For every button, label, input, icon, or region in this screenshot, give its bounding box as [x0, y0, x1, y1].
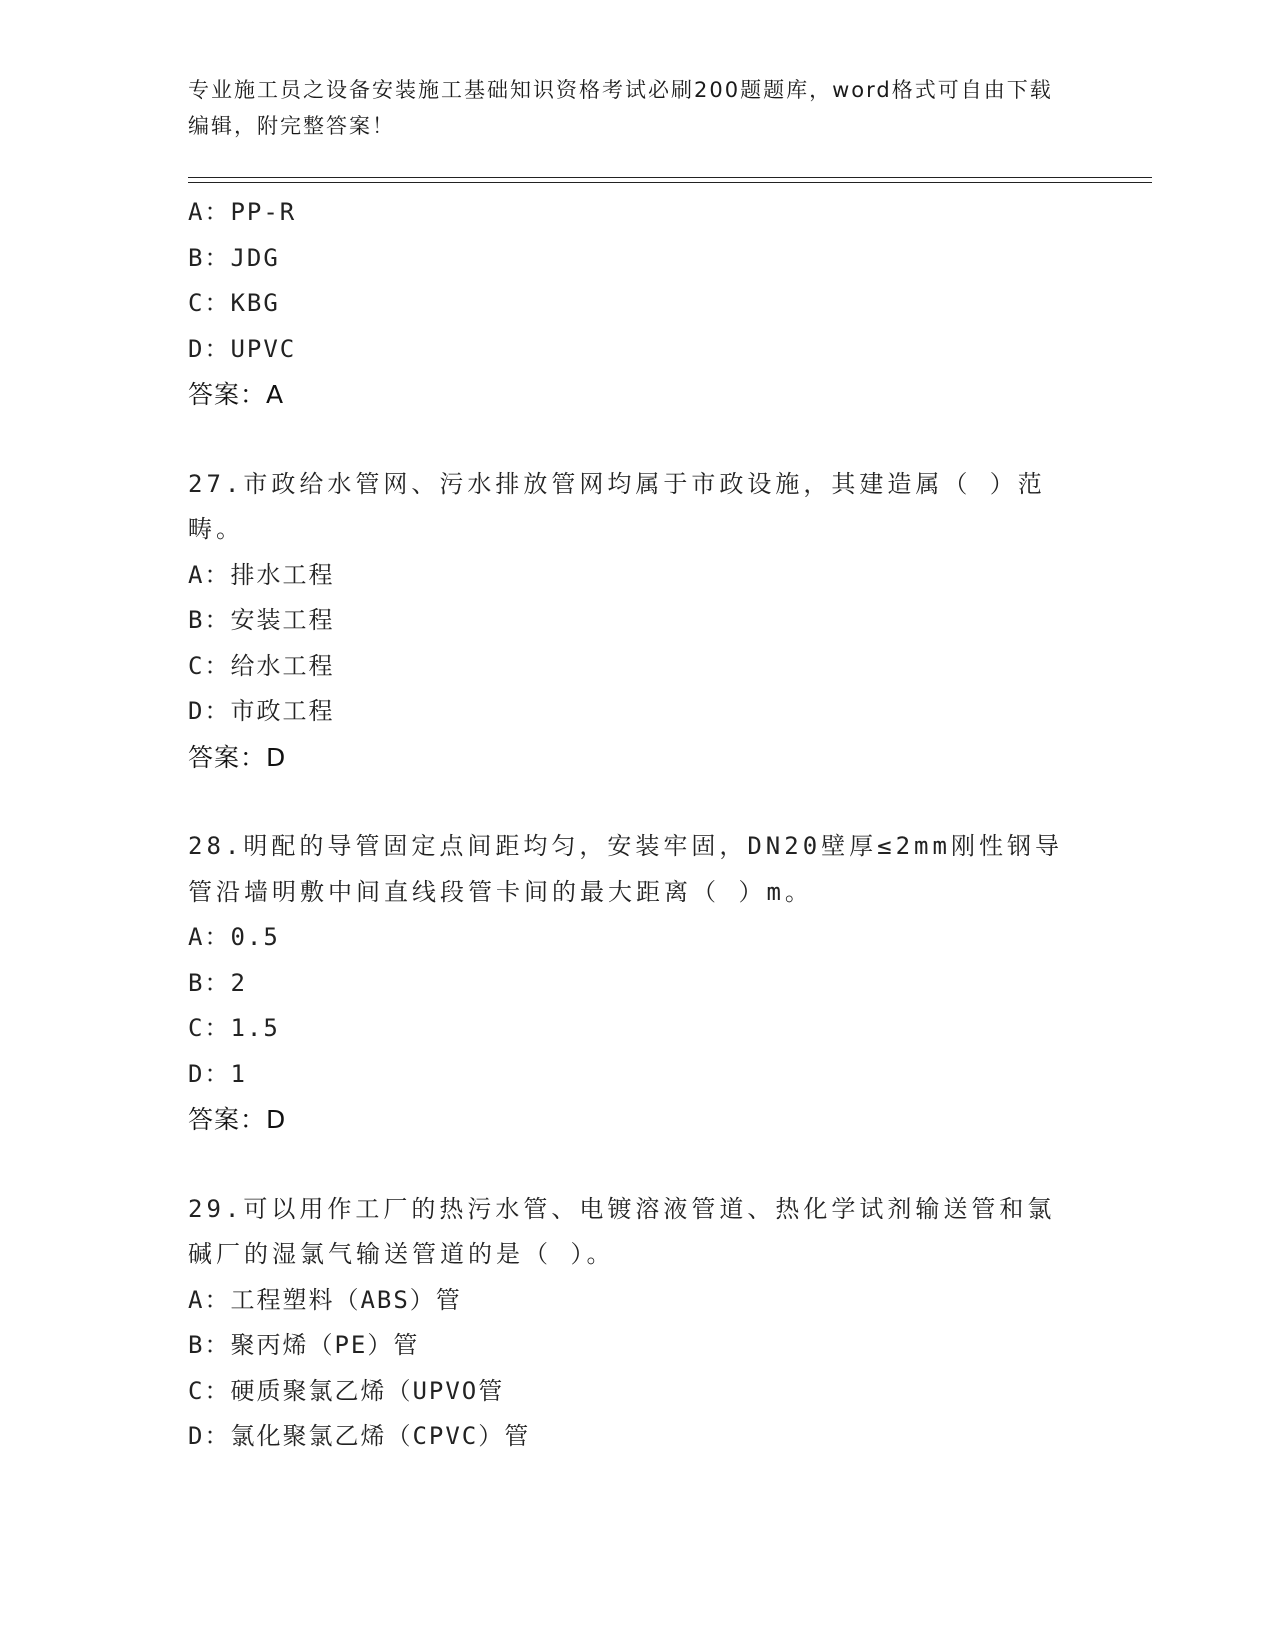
- option-d: D：1: [188, 1059, 247, 1088]
- question-text: 29.可以用作工厂的热污水管、电镀溶液管道、热化学试剂输送管和氯碱厂的湿氯气输送管道的是（ ）。: [188, 1194, 1056, 1268]
- option-b: B：安装工程: [188, 606, 335, 634]
- question-26-block: [188, 190, 1088, 418]
- answer-label: 答案：D: [188, 1105, 287, 1134]
- option-a: A：PP-R: [188, 198, 297, 226]
- question-27-block: [188, 462, 1088, 781]
- question-list: [188, 190, 1088, 1460]
- option-c: C：1.5: [188, 1014, 280, 1042]
- question-28-block: [188, 824, 1088, 1143]
- option-d: D：氯化聚氯乙烯（CPVC）管: [188, 1422, 531, 1450]
- option-a: A：0.5: [188, 923, 280, 951]
- answer-label: 答案：A: [188, 380, 285, 409]
- option-a: A：工程塑料（ABS）管: [188, 1285, 462, 1314]
- option-b: B：聚丙烯（PE）管: [188, 1331, 420, 1359]
- answer-label: 答案：D: [188, 742, 287, 772]
- header-divider-top: [188, 177, 1152, 178]
- option-c: C：硬质聚氯乙烯（UPVO管: [188, 1376, 505, 1405]
- document-header: 专业施工员之设备安装施工基础知识资格考试必刷200题题库，word格式可自由下载编辑，附完整答案！: [188, 78, 1053, 138]
- header-divider-bottom: [188, 182, 1152, 183]
- option-d: D：市政工程: [188, 697, 335, 725]
- option-c: C：给水工程: [188, 651, 335, 680]
- option-b: B：2: [188, 968, 247, 997]
- option-b: B：JDG: [188, 243, 280, 272]
- option-d: D：UPVC: [188, 334, 297, 363]
- question-29-block: [188, 1187, 1088, 1460]
- option-a: A：排水工程: [188, 560, 335, 589]
- option-c: C：KBG: [188, 289, 280, 317]
- question-text: 28.明配的导管固定点间距均匀，安装牢固，DN20壁厚≤2mm刚性钢导管沿墙明敷中间直线段管卡间的最大距离（ ）m。: [188, 832, 1063, 906]
- question-text: 27.市政给水管网、污水排放管网均属于市政设施，其建造属（ ）范畴。: [188, 469, 1046, 543]
